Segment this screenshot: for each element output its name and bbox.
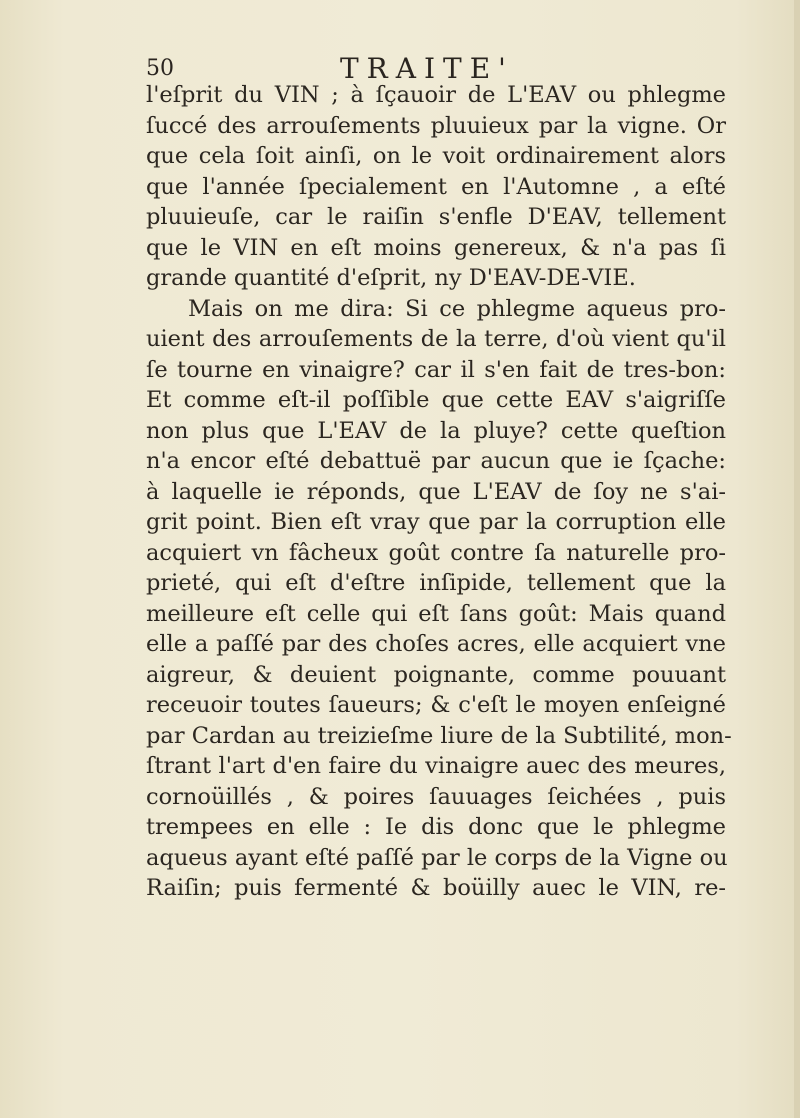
text-line: ſe tourne en vinaigre? car il s'en fait de tres-bon: [146, 356, 726, 383]
text-line: trempees en elle : Ie dis donc que le phlegme [146, 814, 726, 840]
paragraph-start-line: Mais on me dira: Si ce phlegme aqueus pro- [188, 295, 726, 322]
running-title: TRAITE' [340, 52, 514, 85]
text-line: elle a paſſé par des choſes acres, elle acquiert vne [146, 631, 726, 657]
text-line: par Cardan au treizieſme liure de la Subtilité, mon- [146, 722, 732, 749]
text-line: receuoir toutes ſaueurs; & c'eſt le moyen enſeigné [146, 692, 726, 718]
text-line: prieté, qui eſt d'eſtre inſipide, tellement que la [146, 570, 726, 596]
body-text [146, 80, 732, 904]
text-line: uient des arrouſements de la terre, d'où vient qu'il [146, 326, 726, 352]
text-line: cornoüillés , & poires ſauuages ſeichées , puis [146, 783, 726, 810]
text-line: meilleure eſt celle qui eſt ſans goût: Mais quand [146, 600, 726, 627]
text-line: Et comme eſt-il poſſible que cette EAV s'aigriſſe [146, 387, 726, 413]
text-line: l'eſprit du VIN ; à ſçauoir de L'EAV ou phlegme [146, 82, 726, 108]
text-line: acquiert vn fâcheux goût contre ſa naturelle pro- [146, 539, 726, 566]
text-line: que le VIN en eſt moins genereux, & n'a pas ſi [146, 234, 726, 261]
text-line: aqueus ayant eſté paſſé par le corps de la Vigne ou [146, 844, 728, 871]
text-line: Raiſin; puis fermenté & boüilly auec le VIN, re- [146, 875, 726, 901]
text-line: ſuccé des arrouſements pluuieux par la vigne. Or [146, 112, 726, 139]
text-line: grit point. Bien eſt vray que par la corruption elle [146, 509, 726, 535]
text-line: n'a encor eſté debattuë par aucun que ie ſçache: [146, 448, 726, 474]
page-number: 50 [146, 56, 174, 81]
text-line: que l'année ſpecialement en l'Automne , a eſté [146, 173, 726, 200]
text-line: pluuieuſe, car le raiſin s'enfle D'EAV, tellement [146, 204, 726, 230]
text-line: ſtrant l'art d'en faire du vinaigre auec des meures, [146, 753, 726, 779]
text-line: aigreur, & deuient poignante, comme pouuant [146, 661, 726, 688]
text-line: que cela ſoit ainſi, on le voit ordinairement alors [146, 143, 726, 169]
text-line: à laquelle ie réponds, que L'EAV de ſoy ne s'ai- [146, 478, 726, 505]
text-line: non plus que L'EAV de la pluye? cette queſtion [146, 417, 726, 444]
text-line: grande quantité d'eſprit, ny D'EAV-DE-VIE. [146, 265, 636, 291]
